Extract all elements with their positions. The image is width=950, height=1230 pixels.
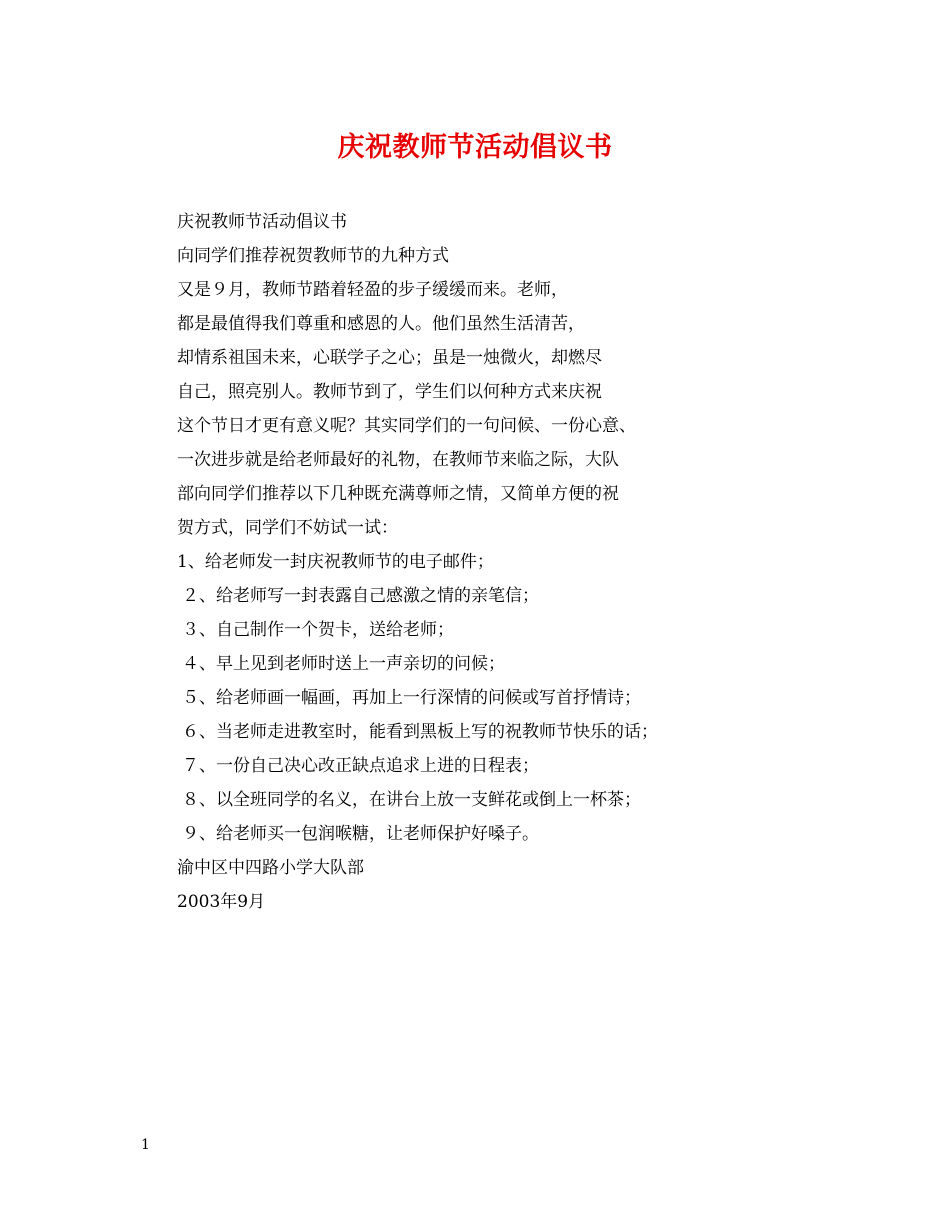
list-item: ２、给老师写一封表露自己感激之情的亲笔信； bbox=[182, 586, 539, 606]
document-title: 庆祝教师节活动倡议书 bbox=[337, 132, 613, 163]
page-number: 1 bbox=[141, 1137, 150, 1153]
document-body bbox=[177, 205, 737, 919]
intro-line: 都是最值得我们尊重和感恩的人。他们虽然生活清苦， bbox=[177, 314, 585, 334]
subheading-line: 向同学们推荐祝贺教师节的九种方式 bbox=[177, 246, 449, 266]
intro-line: 一次进步就是给老师最好的礼物，在教师节来临之际，大队 bbox=[177, 450, 619, 470]
intro-line: 部向同学们推荐以下几种既充满尊师之情，又简单方便的祝 bbox=[177, 484, 619, 504]
list-item: 1、给老师发一封庆祝教师节的电子邮件； bbox=[177, 552, 494, 572]
list-item: ３、自己制作一个贺卡，送给老师； bbox=[182, 620, 454, 640]
list-item: ６、当老师走进教室时，能看到黑板上写的祝教师节快乐的话； bbox=[182, 722, 658, 742]
intro-line: 贺方式，同学们不妨试一试： bbox=[177, 518, 398, 538]
date: 2003年9月 bbox=[177, 892, 266, 912]
list-item: ７、一份自己决心改正缺点追求上进的日程表； bbox=[182, 756, 539, 776]
intro-line: 却情系祖国未来，心联学子之心；虽是一烛微火，却燃尽 bbox=[177, 348, 602, 368]
list-item: ５、给老师画一幅画，再加上一行深情的问候或写首抒情诗； bbox=[182, 688, 641, 708]
intro-line: 又是９月，教师节踏着轻盈的步子缓缓而来。老师， bbox=[177, 280, 568, 300]
list-item: ８、以全班同学的名义，在讲台上放一支鲜花或倒上一杯茶； bbox=[182, 790, 641, 810]
intro-line: 自己，照亮别人。教师节到了，学生们以何种方式来庆祝 bbox=[177, 382, 602, 402]
list-item: ４、早上见到老师时送上一声亲切的问候； bbox=[182, 654, 505, 674]
list-item: ９、给老师买一包润喉糖，让老师保护好嗓子。 bbox=[182, 824, 539, 844]
intro-line: 这个节日才更有意义呢？其实同学们的一句问候、一份心意、 bbox=[177, 416, 636, 436]
heading-line: 庆祝教师节活动倡议书 bbox=[177, 212, 347, 232]
signature: 渝中区中四路小学大队部 bbox=[177, 858, 364, 878]
